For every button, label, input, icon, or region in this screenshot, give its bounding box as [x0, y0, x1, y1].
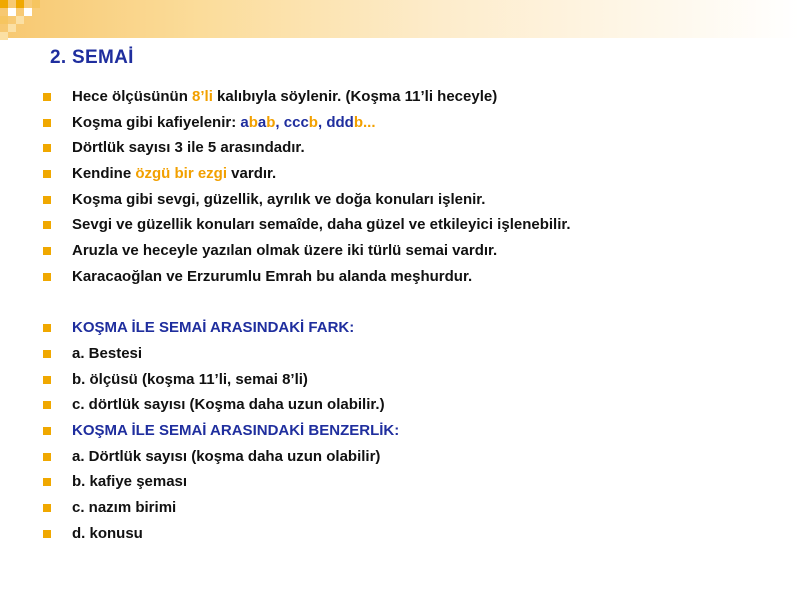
bullet-icon	[43, 376, 51, 384]
list-spacer	[0, 290, 800, 316]
bullet-icon	[43, 273, 51, 281]
bullet-list	[0, 84, 800, 546]
list-item: b. kafiye şeması	[0, 469, 800, 495]
list-item: Koşma gibi kafiyelenir: abab, cccb, dddb...	[0, 110, 800, 136]
list-item: c. nazım birimi	[0, 495, 800, 521]
list-item: c. dörtlük sayısı (Koşma daha uzun olabilir.)	[0, 392, 800, 418]
list-item: a. Bestesi	[0, 341, 800, 367]
bullet-icon	[43, 530, 51, 538]
bullet-icon	[43, 504, 51, 512]
bullet-icon	[43, 221, 51, 229]
decorative-checker-pattern	[0, 0, 60, 50]
list-item: a. Dörtlük sayısı (koşma daha uzun olabilir)	[0, 444, 800, 470]
list-item: Dörtlük sayısı 3 ile 5 arasındadır.	[0, 135, 800, 161]
bullet-icon	[43, 453, 51, 461]
list-item: Kendine özgü bir ezgi vardır.	[0, 161, 800, 187]
bullet-icon	[43, 401, 51, 409]
bullet-icon	[43, 324, 51, 332]
slide-title: 2. SEMAİ	[50, 47, 134, 68]
bullet-icon	[43, 119, 51, 127]
list-item: Sevgi ve güzellik konuları semaîde, daha güzel ve etkileyici işlenebilir.	[0, 212, 800, 238]
bullet-icon	[43, 427, 51, 435]
list-item: Aruzla ve heceyle yazılan olmak üzere iki türlü semai vardır.	[0, 238, 800, 264]
bullet-icon	[43, 144, 51, 152]
list-item-heading-similarities: KOŞMA İLE SEMAİ ARASINDAKİ BENZERLİK:	[0, 418, 800, 444]
bullet-icon	[43, 350, 51, 358]
list-item: b. ölçüsü (koşma 11’li, semai 8’li)	[0, 367, 800, 393]
list-item-heading-differences: KOŞMA İLE SEMAİ ARASINDAKİ FARK:	[0, 315, 800, 341]
list-item: Hece ölçüsünün 8’li kalıbıyla söylenir. (Koşma 11’li heceyle)	[0, 84, 800, 110]
bullet-icon	[43, 170, 51, 178]
bullet-icon	[43, 93, 51, 101]
header-band	[0, 0, 800, 38]
bullet-icon	[43, 478, 51, 486]
list-item: Koşma gibi sevgi, güzellik, ayrılık ve doğa konuları işlenir.	[0, 187, 800, 213]
list-item: d. konusu	[0, 521, 800, 547]
bullet-icon	[43, 247, 51, 255]
list-item: Karacaoğlan ve Erzurumlu Emrah bu alanda meşhurdur.	[0, 264, 800, 290]
bullet-icon	[43, 196, 51, 204]
